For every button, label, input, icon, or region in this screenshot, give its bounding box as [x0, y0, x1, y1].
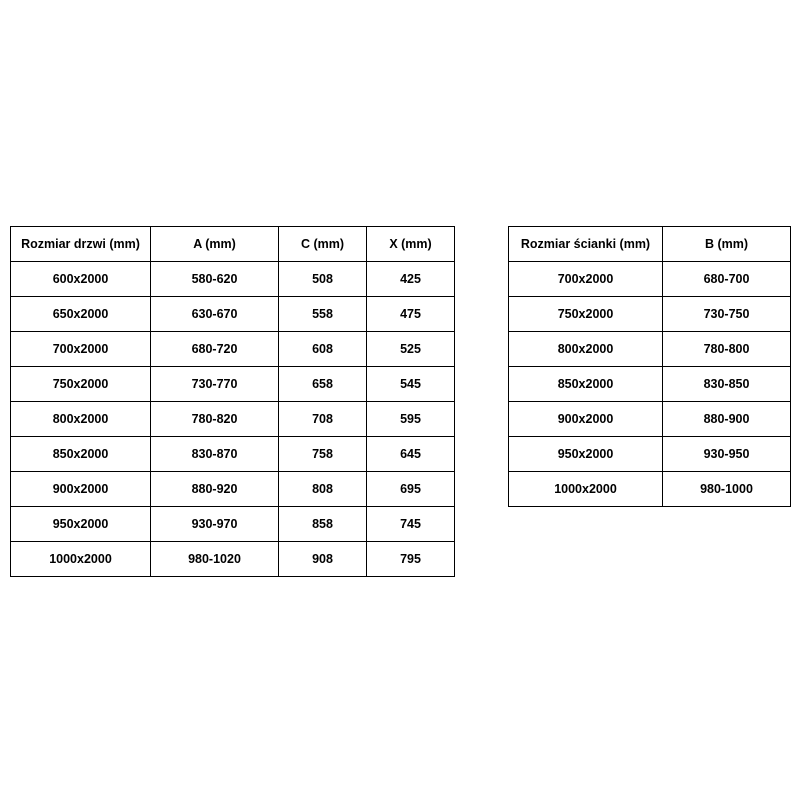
cell-c: 658: [279, 367, 367, 402]
cell-size: 650x2000: [11, 297, 151, 332]
cell-size: 800x2000: [509, 332, 663, 367]
cell-b: 780-800: [663, 332, 791, 367]
cell-a: 930-970: [151, 507, 279, 542]
cell-size: 800x2000: [11, 402, 151, 437]
table-row: [11, 297, 455, 332]
cell-size: 700x2000: [11, 332, 151, 367]
cell-a: 680-720: [151, 332, 279, 367]
table-row: [509, 402, 791, 437]
cell-size: 750x2000: [509, 297, 663, 332]
cell-size: 950x2000: [11, 507, 151, 542]
cell-size: 950x2000: [509, 437, 663, 472]
table-row: [11, 437, 455, 472]
cell-size: 850x2000: [11, 437, 151, 472]
column-header-rozmiar-scianki: Rozmiar ścianki (mm): [509, 227, 663, 262]
cell-a: 730-770: [151, 367, 279, 402]
table-row: [509, 367, 791, 402]
cell-c: 758: [279, 437, 367, 472]
cell-x: 475: [367, 297, 455, 332]
doors-size-table: [10, 226, 455, 577]
cell-size: 850x2000: [509, 367, 663, 402]
cell-b: 880-900: [663, 402, 791, 437]
table-row: [11, 542, 455, 577]
cell-b: 930-950: [663, 437, 791, 472]
table-row: [11, 402, 455, 437]
cell-c: 858: [279, 507, 367, 542]
column-header-b: B (mm): [663, 227, 791, 262]
table-row: [11, 262, 455, 297]
doors-table-header: [11, 227, 455, 262]
cell-x: 745: [367, 507, 455, 542]
column-header-c: C (mm): [279, 227, 367, 262]
cell-b: 680-700: [663, 262, 791, 297]
cell-c: 708: [279, 402, 367, 437]
cell-c: 808: [279, 472, 367, 507]
cell-a: 880-920: [151, 472, 279, 507]
cell-size: 700x2000: [509, 262, 663, 297]
cell-c: 908: [279, 542, 367, 577]
doors-table-container: [10, 226, 454, 577]
wall-table-container: [508, 226, 790, 507]
cell-x: 645: [367, 437, 455, 472]
table-row: [509, 332, 791, 367]
cell-size: 900x2000: [509, 402, 663, 437]
cell-x: 795: [367, 542, 455, 577]
cell-b: 980-1000: [663, 472, 791, 507]
cell-c: 608: [279, 332, 367, 367]
cell-size: 600x2000: [11, 262, 151, 297]
cell-x: 545: [367, 367, 455, 402]
cell-b: 830-850: [663, 367, 791, 402]
cell-c: 508: [279, 262, 367, 297]
cell-a: 580-620: [151, 262, 279, 297]
cell-size: 1000x2000: [11, 542, 151, 577]
cell-b: 730-750: [663, 297, 791, 332]
cell-a: 980-1020: [151, 542, 279, 577]
table-header-row: [509, 227, 791, 262]
cell-a: 630-670: [151, 297, 279, 332]
table-row: [11, 332, 455, 367]
column-header-x: X (mm): [367, 227, 455, 262]
cell-c: 558: [279, 297, 367, 332]
cell-x: 525: [367, 332, 455, 367]
table-row: [509, 297, 791, 332]
table-row: [509, 437, 791, 472]
wall-size-table: [508, 226, 791, 507]
cell-size: 900x2000: [11, 472, 151, 507]
cell-x: 695: [367, 472, 455, 507]
cell-size: 750x2000: [11, 367, 151, 402]
cell-a: 830-870: [151, 437, 279, 472]
cell-x: 425: [367, 262, 455, 297]
cell-x: 595: [367, 402, 455, 437]
table-header-row: [11, 227, 455, 262]
cell-a: 780-820: [151, 402, 279, 437]
wall-table-header: [509, 227, 791, 262]
column-header-rozmiar-drzwi: Rozmiar drzwi (mm): [11, 227, 151, 262]
cell-size: 1000x2000: [509, 472, 663, 507]
wall-table-body: [509, 262, 791, 507]
table-row: [509, 262, 791, 297]
table-row: [11, 507, 455, 542]
column-header-a: A (mm): [151, 227, 279, 262]
doors-table-body: [11, 262, 455, 577]
table-row: [509, 472, 791, 507]
table-row: [11, 367, 455, 402]
table-row: [11, 472, 455, 507]
